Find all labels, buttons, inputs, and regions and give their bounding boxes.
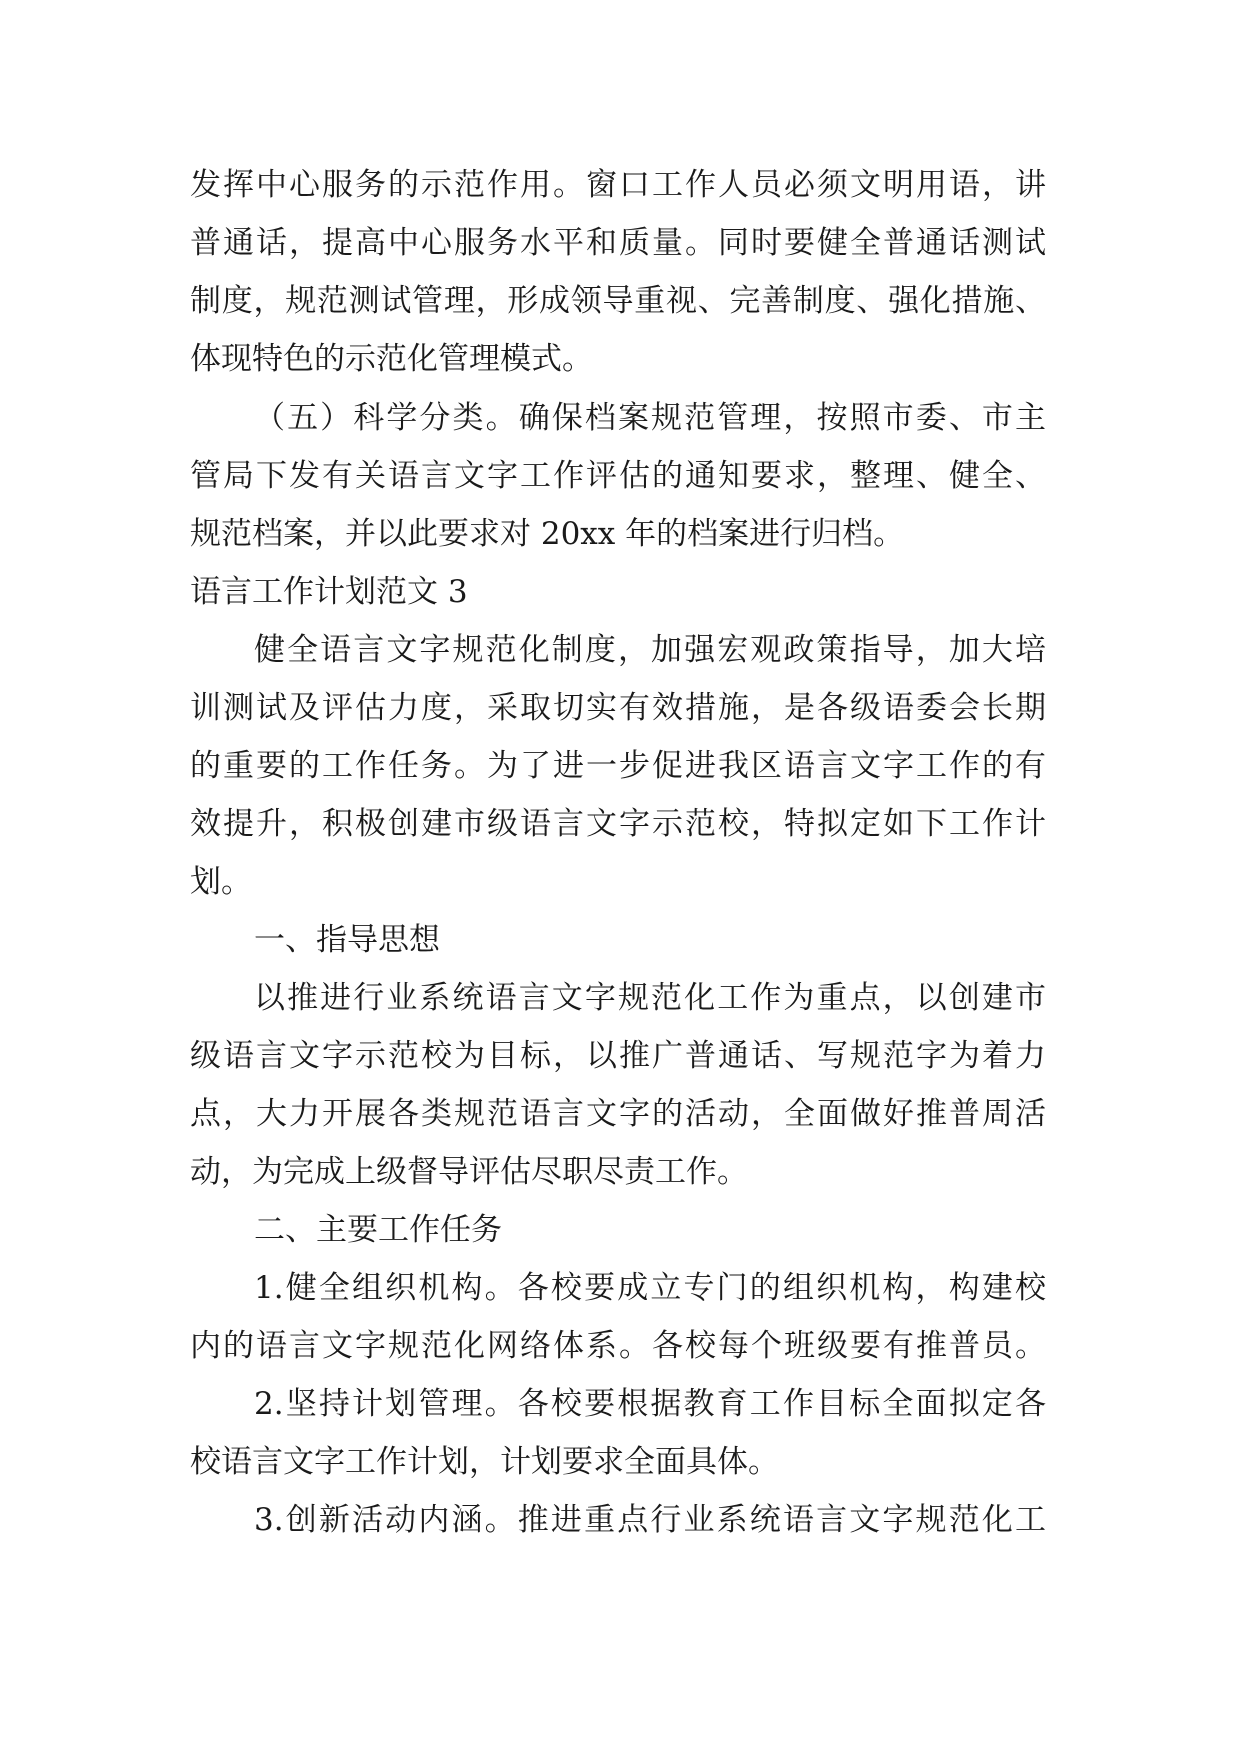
body-line: 内的语言文字规范化网络体系。各校每个班级要有推普员。 <box>190 1328 1046 1364</box>
body-line: 体现特色的示范化管理模式。 <box>190 341 593 377</box>
subheading: 一、指导思想 <box>254 922 440 958</box>
body-line: 校语言文字工作计划，计划要求全面具体。 <box>190 1444 779 1480</box>
body-line: 训测试及评估力度，采取切实有效措施，是各级语委会长期 <box>190 690 1046 726</box>
body-line: 点，大力开展各类规范语言文字的活动，全面做好推普周活 <box>190 1096 1046 1132</box>
body-line: 2.坚持计划管理。各校要根据教育工作目标全面拟定各 <box>254 1386 1046 1422</box>
body-line: 效提升，积极创建市级语言文字示范校，特拟定如下工作计 <box>190 806 1046 842</box>
body-line: 划。 <box>190 864 252 900</box>
body-line: 1.健全组织机构。各校要成立专门的组织机构，构建校 <box>254 1270 1046 1306</box>
body-line: 的重要的工作任务。为了进一步促进我区语言文字工作的有 <box>190 748 1046 784</box>
body-line: 健全语言文字规范化制度，加强宏观政策指导，加大培 <box>254 632 1046 668</box>
body-line: 普通话，提高中心服务水平和质量。同时要健全普通话测试 <box>190 225 1046 261</box>
body-line: 动，为完成上级督导评估尽职尽责工作。 <box>190 1154 748 1190</box>
body-line: 规范档案，并以此要求对 20xx 年的档案进行归档。 <box>190 516 905 552</box>
section-heading: 语言工作计划范文 3 <box>190 574 468 610</box>
body-line: 管局下发有关语言文字工作评估的通知要求，整理、健全、 <box>190 458 1046 494</box>
body-line: 以推进行业系统语言文字规范化工作为重点，以创建市 <box>254 980 1046 1016</box>
body-line: 制度，规范测试管理，形成领导重视、完善制度、强化措施、 <box>190 283 1046 319</box>
body-line: 发挥中心服务的示范作用。窗口工作人员必须文明用语，讲 <box>190 167 1046 203</box>
body-line: （五）科学分类。确保档案规范管理，按照市委、市主 <box>254 400 1046 436</box>
body-line: 3.创新活动内涵。推进重点行业系统语言文字规范化工 <box>254 1502 1046 1538</box>
subheading: 二、主要工作任务 <box>254 1212 502 1248</box>
body-line: 级语言文字示范校为目标，以推广普通话、写规范字为着力 <box>190 1038 1046 1074</box>
